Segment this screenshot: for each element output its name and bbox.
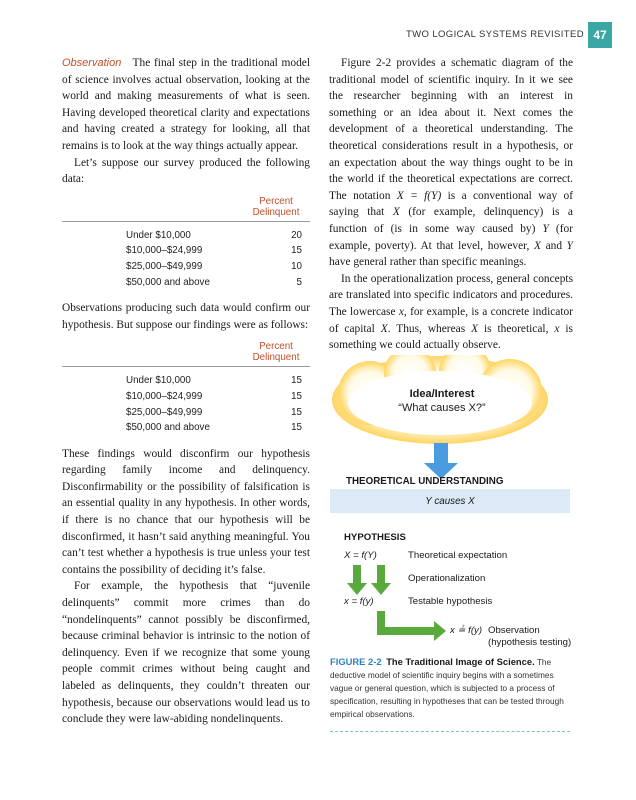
- right-column: [329, 55, 573, 354]
- figure-traditional-image-of-science: [330, 355, 570, 795]
- running-head: TWO LOGICAL SYSTEMS REVISITED: [405, 29, 584, 40]
- cloud-label: [342, 387, 542, 415]
- text-run: is a conventional way of saying that: [329, 189, 574, 219]
- paragraph-text: The final step in the traditional model of science involves actual observation, looking at the world and making measurements of what is seen. Having developed theoretical clarity and expectations and having created a strategy for looking, all that remains is to look at the way things actually appear.: [62, 57, 310, 152]
- table-header-line: Percent: [259, 195, 293, 207]
- table-row: [62, 243, 310, 259]
- observation-title: Observation: [488, 625, 540, 636]
- math-var: X: [471, 322, 479, 335]
- paragraph-observation: [62, 55, 310, 155]
- text-run: In the operationalization process, general concepts are translated into specific indicators and procedures. The lowercase: [329, 272, 573, 318]
- operationalization-arrows-icon: [347, 565, 391, 595]
- table-header-line: Delinquent: [252, 206, 300, 218]
- text-run: is theoretical,: [483, 322, 549, 335]
- math-notation: X = f(Y): [396, 189, 442, 202]
- table-row: [62, 389, 310, 405]
- row-label: $50,000 and above: [126, 422, 210, 434]
- operationalization-label: Operationalization: [408, 573, 486, 584]
- row-label: $10,000–$24,999: [126, 390, 203, 402]
- row-label: $10,000–$24,999: [126, 245, 203, 257]
- text-run: . Thus, whereas: [387, 322, 466, 335]
- theoretical-expectation-label: Theoretical expectation: [408, 550, 508, 561]
- text-run: and: [545, 239, 563, 252]
- row-label: $50,000 and above: [126, 276, 210, 288]
- general-notation: X = f(Y): [344, 550, 377, 561]
- table-header: [62, 196, 310, 222]
- table-row: [62, 420, 310, 436]
- observation-label: [488, 625, 571, 649]
- paragraph-findings: Observations producing such data would confirm our hypothesis. But suppose our findings were as follows:: [62, 302, 310, 331]
- section-run-head: Observation: [62, 57, 122, 69]
- figure-caption: [330, 655, 570, 721]
- theory-box: [330, 489, 570, 513]
- down-arrow-icon: [424, 443, 458, 479]
- paragraph-disconfirm: These findings would disconfirm our hypothesis regarding family income and delinquency. Disconfirmability or the possibility of falsification is an essential quality in any hypothesis. In other words, if there is no chance that our hypothesis will be disconfirmed, it hasn’t said anything meaningful. You can’t test whether a hypothesis is true unless your test contains the possibility of deciding it’s false.: [62, 447, 310, 576]
- data-table-disconfirming: [62, 341, 310, 435]
- left-column: [62, 55, 310, 728]
- testable-hypothesis-label: Testable hypothesis: [408, 596, 493, 607]
- table-row: [62, 228, 310, 244]
- text-run: Figure 2-2 provides a schematic diagram of the traditional model of scientific inquiry. In it we see the researcher beginning with an interest in something or an idea about it. Next comes the development of a theoretical understanding. The theoretical considerations result in a hypothesis, or an expectation about the way things ought to be in the world if the theoretical expectations are correct. The notation: [329, 57, 573, 202]
- math-var: X: [380, 322, 388, 335]
- row-label: Under $10,000: [126, 229, 191, 241]
- table-row: [62, 259, 310, 275]
- table-row: [62, 373, 310, 389]
- text-run: , for example, is a concrete indicator of capital: [329, 305, 573, 335]
- specific-notation: x = f(y): [344, 596, 374, 607]
- table-row: [62, 405, 310, 421]
- hypothesis-label: HYPOTHESIS: [344, 532, 406, 543]
- paragraph-example: For example, the hypothesis that “juvenile delinquents” commit more crimes than do “nondelinquents” cannot possibly be disconfirmed, because criminal behavior is intrinsic to the notion of delinquency. Even if we recognize that some young people commit crimes without being caught and labeled as delinquents, they couldn’t threaten our hypothesis, because our observations would lead us to conclude they were law-abiding nondelinquents.: [62, 580, 310, 726]
- table-header: [62, 341, 310, 367]
- text-run: (for example, poverty). At that level, however,: [329, 222, 573, 252]
- caption-divider: [330, 731, 570, 732]
- math-var: Y: [566, 239, 573, 252]
- table-header-line: Delinquent: [252, 352, 300, 364]
- observation-arrow-icon: [377, 611, 446, 641]
- row-value: 15: [291, 375, 302, 387]
- row-value: 10: [291, 260, 302, 272]
- cloud-title: Idea/Interest: [409, 388, 475, 400]
- figure-title: The Traditional Image of Science.: [386, 656, 535, 667]
- figure-number: FIGURE 2-2: [330, 656, 382, 667]
- table-header-line: Percent: [259, 341, 293, 353]
- table-row: [62, 275, 310, 291]
- row-value: 15: [291, 406, 302, 418]
- data-table-confirming: [62, 196, 310, 290]
- theory-statement: Y causes X: [425, 495, 475, 507]
- row-value: 20: [291, 229, 302, 241]
- paragraph-operationalization: [329, 271, 573, 354]
- text-run: have general rather than specific meanings.: [329, 256, 527, 269]
- cloud-question: “What causes X?”: [398, 402, 486, 414]
- text-run: is something we could actually observe.: [329, 322, 573, 352]
- figure-caption-text: The deductive model of scientific inquiry begins with a sometimes vague or general question, which is subjected to a process of specification, resulting in hypotheses that can be tested through empirical observations.: [330, 657, 564, 719]
- row-label: Under $10,000: [126, 375, 191, 387]
- page-number: 47: [588, 22, 612, 48]
- text-run: (for example, delinquency) is a function of (is in some way caused by): [329, 206, 573, 235]
- paragraph-survey-data: Let’s suppose our survey produced the following data:: [62, 156, 310, 186]
- row-value: 15: [291, 422, 302, 434]
- row-value: 15: [291, 390, 302, 402]
- row-label: $25,000–$49,999: [126, 406, 203, 418]
- paragraph-figure-description: [329, 55, 573, 271]
- math-var: Y: [542, 222, 549, 235]
- math-var: x: [554, 322, 560, 335]
- observation-notation: x ≟ f(y): [450, 625, 483, 636]
- row-value: 5: [296, 276, 302, 288]
- observation-subtitle: (hypothesis testing): [488, 637, 572, 648]
- math-var: X: [533, 239, 541, 252]
- row-label: $25,000–$49,999: [126, 260, 203, 272]
- math-var: X: [392, 206, 400, 219]
- row-value: 15: [291, 245, 302, 257]
- math-var: x: [398, 305, 404, 318]
- theoretical-understanding-label: THEORETICAL UNDERSTANDING: [346, 476, 504, 487]
